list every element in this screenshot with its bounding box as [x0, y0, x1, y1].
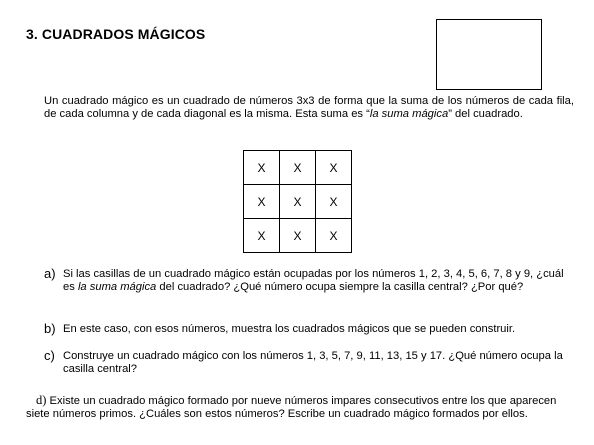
intro-emphasis: la suma mágica — [369, 108, 449, 121]
grid-cell: X — [316, 219, 352, 253]
grid-cell: X — [244, 151, 280, 185]
grid-row — [244, 185, 352, 219]
question-c-text: Construye un cuadrado mágico con los números 1, 3, 5, 7, 9, 11, 13, 15 y 17. ¿Qué número ocupa la casilla central? — [63, 350, 563, 376]
intro-text-start: Un cuadrado mágico es un cuadrado de números 3x3 de forma que la suma de los números de cada fila, de cada columna y de cada diagonal es la misma. Esta suma es “ — [44, 95, 574, 121]
question-a-emphasis: la suma mágica — [77, 281, 157, 294]
magic-square-grid — [243, 150, 352, 253]
intro-text-end: ” del cuadrado. — [448, 108, 523, 121]
grid-cell: X — [316, 151, 352, 185]
grid-row — [244, 219, 352, 253]
question-d-text: Existe un cuadrado mágico formado por nueve números impares consecutivos entre los que aparecen siete números primos. ¿Cuáles son estos números? Escribe un cuadrado mágico formados por ellos. — [26, 395, 557, 421]
grid-cell: X — [244, 185, 280, 219]
intro-paragraph — [44, 95, 574, 122]
question-a — [44, 268, 574, 295]
question-a-text — [63, 268, 574, 295]
question-a-text-start: Si las casillas de un cuadrado mágico están ocupadas por los números 1, 2, 3, 4, 5, 6, 7, 8 y 9, ¿cuál es — [63, 268, 564, 294]
question-c — [44, 350, 574, 377]
question-b — [44, 323, 574, 336]
grid-cell: X — [316, 185, 352, 219]
grid-cell: X — [280, 151, 316, 185]
section-title: 3. CUADRADOS MÁGICOS — [26, 26, 206, 42]
question-c-letter: c) — [44, 348, 55, 363]
grid-cell: X — [280, 219, 316, 253]
question-d — [26, 394, 574, 422]
question-b-text: En este caso, con esos números, muestra los cuadrados mágicos que se pueden construir. — [63, 323, 516, 335]
question-d-letter: d) — [36, 393, 47, 407]
grid-cell: X — [244, 219, 280, 253]
answer-box — [436, 19, 542, 90]
question-b-letter: b) — [44, 321, 56, 336]
question-a-letter: a) — [44, 266, 56, 281]
grid-cell: X — [280, 185, 316, 219]
grid-row — [244, 151, 352, 185]
question-a-text-end: del cuadrado? ¿Qué número ocupa siempre la casilla central? ¿Por qué? — [156, 281, 524, 294]
